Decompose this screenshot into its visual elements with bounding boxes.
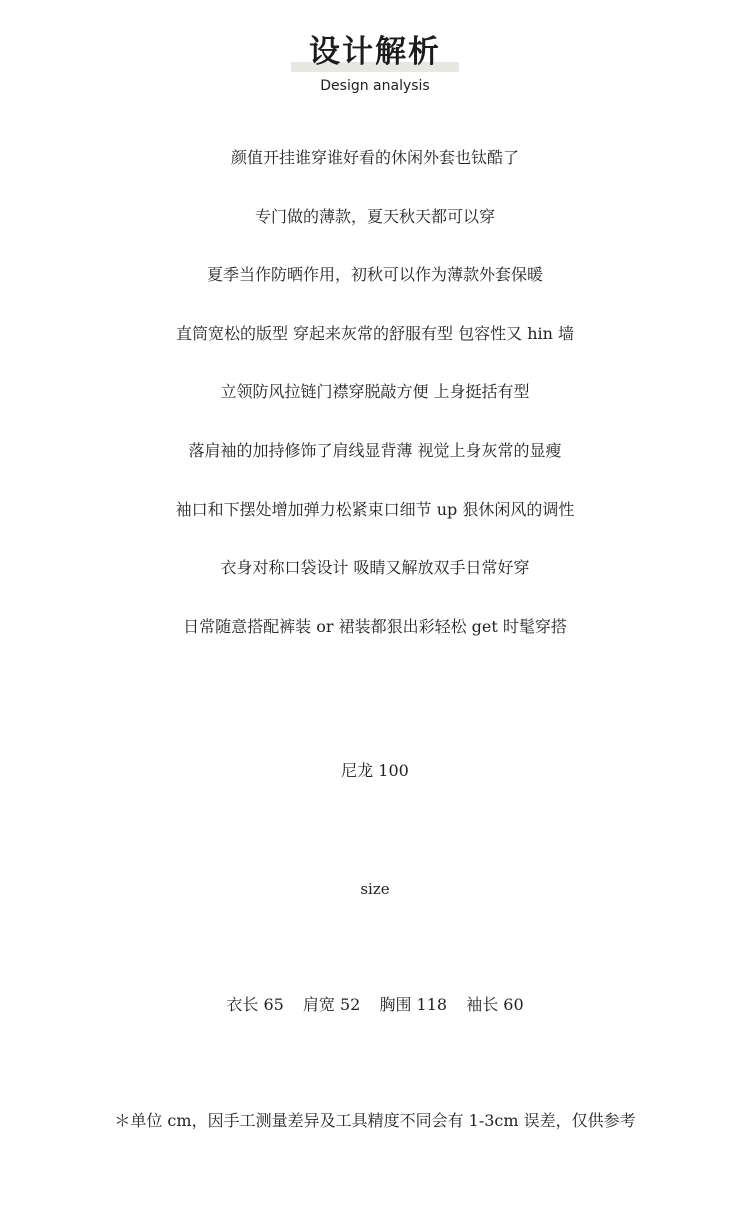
section-subtitle: Design analysis (320, 78, 430, 94)
measurement-note: ＊单位 cm，因手工测量差异及工具精度不同会有 1-3cm 误差，仅供参考 (114, 1111, 636, 1130)
title-wrap (291, 30, 459, 74)
size-value-sleeve: 袖长 60 (466, 995, 524, 1014)
size-value-length: 衣长 65 (226, 995, 284, 1014)
description-line: 日常随意搭配裤装 or 裙装都狠出彩轻松 get 时髦穿搭 (183, 616, 567, 636)
size-values (0, 993, 750, 1017)
description-line: 落肩袖的加持修饰了肩线显背薄 视觉上身灰常的显瘦 (188, 440, 562, 460)
description-line: 袖口和下摆处增加弹力松紧束口细节 up 狠休闲风的调性 (175, 499, 575, 519)
material-text: 尼龙 100 (341, 761, 409, 780)
description-line: 专门做的薄款，夏天秋天都可以穿 (254, 206, 495, 226)
section-header (0, 30, 750, 96)
section-title: 设计解析 (309, 34, 441, 70)
description-list (0, 146, 750, 673)
description-line: 直筒宽松的版型 穿起来灰常的舒服有型 包容性又 hin 墙 (175, 323, 575, 343)
size-value-shoulder: 肩宽 52 (302, 995, 361, 1014)
description-line: 立领防风拉链门襟穿脱敲方便 上身挺括有型 (220, 382, 530, 402)
size-label: size (360, 880, 390, 898)
description-line: 衣身对称口袋设计 吸睛又解放双手日常好穿 (220, 558, 530, 578)
description-line: 夏季当作防晒作用，初秋可以作为薄款外套保暖 (206, 265, 543, 285)
size-value-chest: 胸围 118 (379, 995, 448, 1014)
description-line: 颜值开挂谁穿谁好看的休闲外套也钛酷了 (230, 148, 519, 167)
